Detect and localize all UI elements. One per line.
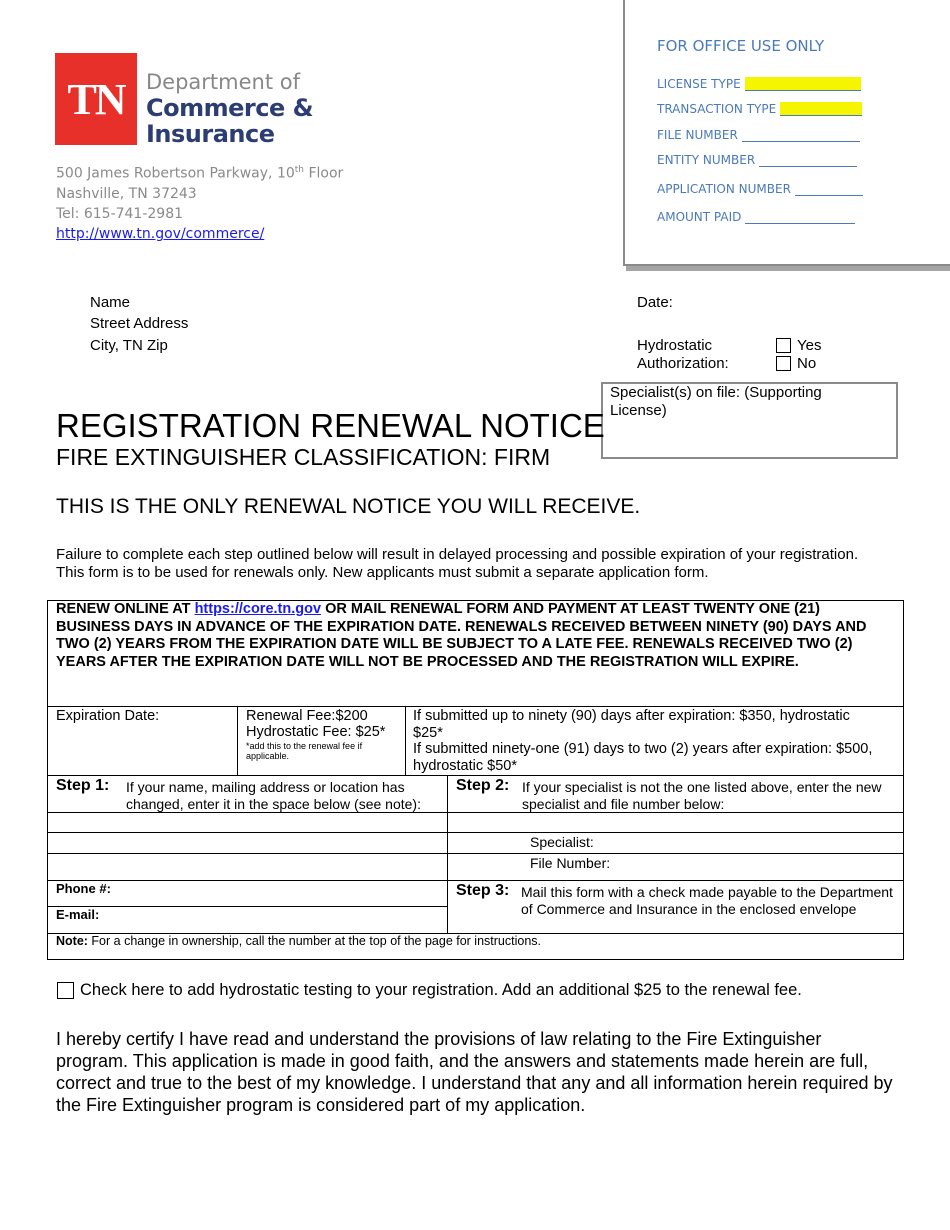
page-title: REGISTRATION RENEWAL NOTICE (56, 407, 605, 444)
recipient-street: Street Address (90, 315, 189, 332)
hydrostatic-no-checkbox[interactable] (776, 356, 791, 376)
address-street: 500 James Robertson Parkway, 10th Floor (56, 165, 344, 182)
application-number-field[interactable] (795, 182, 863, 196)
step1-line-1[interactable] (48, 813, 446, 832)
renew-instructions: RENEW ONLINE AT https://core.tn.gov OR MAIL RENEWAL FORM AND PAYMENT AT LEAST TWENTY ONE (21) BUSINESS DAYS IN ADVANCE OF THE EXPIRATION DATE. RENEWALS RECEIVED BETWEEN NINETY (90) DAYS AND TWO (2) YEARS FROM THE EXPIRATION DATE WILL BE SUBJECT TO A LATE FEE. RENEWALS RECEIVED TWO (2) YEARS AFTER THE EXPIRATION DATE WILL NOT BE PROCESSED AND THE REGISTRATION WILL EXPIRE. (56, 601, 867, 670)
amount-paid-field[interactable] (745, 210, 855, 224)
logo-department-of: Department of (146, 70, 300, 94)
only-notice: THIS IS THE ONLY RENEWAL NOTICE YOU WILL RECEIVE. (56, 495, 641, 518)
specialist-label: Specialist: (530, 834, 594, 850)
logo-commerce: Commerce & (146, 94, 314, 122)
phone-label: Phone #: (56, 881, 111, 896)
logo-insurance: Insurance (146, 120, 275, 148)
hydrostatic-fee-note: *add this to the renewal fee if applicable. (246, 741, 363, 761)
address-url-wrap (56, 226, 264, 242)
office-use-title: FOR OFFICE USE ONLY (657, 37, 825, 55)
tn-logo-mark: TN (55, 53, 137, 145)
late-fee-90-days: If submitted up to ninety (90) days after expiration: $350, hydrostatic $25* (413, 708, 850, 741)
specialists-on-file-label: Specialist(s) on file: (Supporting License) (610, 384, 822, 419)
recipient-name: Name (90, 294, 131, 311)
step1-line-3[interactable] (48, 854, 446, 880)
certification-text: I hereby certify I have read and understand the provisions of law relating to the Fire Extinguisher program. This application is made in good faith, and the answers and statements made herein are full, correct and true to the best of my knowledge. I understand that any and all information herein required by the Fire Extinguisher program is considered part of my application. (56, 1029, 893, 1115)
note-row: Note: For a change in ownership, call the number at the top of the page for instructions. (56, 934, 541, 948)
step3-text: Mail this form with a check made payable to the Department of Commerce and Insurance in the enclosed envelope (521, 884, 893, 917)
step1-line-2[interactable] (48, 833, 446, 853)
recipient-city: City, TN Zip (90, 337, 168, 354)
entity-number-field[interactable] (759, 153, 857, 167)
hydrostatic-yes-label: Yes (797, 337, 822, 354)
expiration-date-label: Expiration Date: (56, 708, 160, 724)
hydrostatic-label: Hydrostatic (637, 337, 713, 354)
core-tn-gov-link[interactable]: https://core.tn.gov (194, 601, 322, 617)
add-hydrostatic-text: Check here to add hydrostatic testing to your registration. Add an additional $25 to the renewal fee. (80, 981, 802, 999)
office-application-number: APPLICATION NUMBER (657, 182, 863, 196)
file-number-label: File Number: (530, 855, 611, 871)
step1-text: If your name, mailing address or location has changed, enter it in the space below (see note): (126, 779, 421, 812)
office-amount-paid: AMOUNT PAID (657, 210, 855, 224)
address-city: Nashville, TN 37243 (56, 186, 197, 202)
license-type-field[interactable] (745, 77, 861, 91)
office-license-type: LICENSE TYPE (657, 77, 861, 91)
office-entity-number: ENTITY NUMBER (657, 153, 857, 167)
email-label: E-mail: (56, 907, 100, 922)
hydrostatic-yes-checkbox[interactable] (776, 338, 791, 358)
office-file-number: FILE NUMBER (657, 128, 860, 142)
step1-label: Step 1: (56, 777, 110, 794)
office-transaction-type: TRANSACTION TYPE (657, 102, 862, 116)
hydrostatic-fee: Hydrostatic Fee: $25* (246, 724, 386, 740)
authorization-label: Authorization: (637, 355, 729, 372)
step3-label: Step 3: (456, 882, 510, 899)
transaction-type-field[interactable] (780, 102, 862, 116)
address-tel: Tel: 615-741-2981 (56, 206, 184, 222)
step2-text: If your specialist is not the one listed above, enter the new specialist and file number below: (522, 779, 882, 812)
page-subtitle: FIRE EXTINGUISHER CLASSIFICATION: FIRM (56, 444, 551, 470)
add-hydrostatic-checkbox[interactable] (57, 982, 74, 1004)
late-fee-91-days: If submitted ninety-one (91) days to two (2) years after expiration: $500, hydrostatic $50* (413, 741, 873, 774)
commerce-website-link[interactable]: http://www.tn.gov/commerce/ (56, 226, 265, 242)
renewal-fee: Renewal Fee:$200 (246, 708, 368, 724)
hydrostatic-no-label: No (797, 355, 817, 372)
step2-label: Step 2: (456, 777, 510, 794)
failure-text: Failure to complete each step outlined below will result in delayed processing and possible expiration of your registration. This form is to be used for renewals only. New applicants must submit a separate application form. (56, 546, 859, 581)
file-number-field[interactable] (742, 128, 860, 142)
date-label: Date: (637, 294, 673, 311)
